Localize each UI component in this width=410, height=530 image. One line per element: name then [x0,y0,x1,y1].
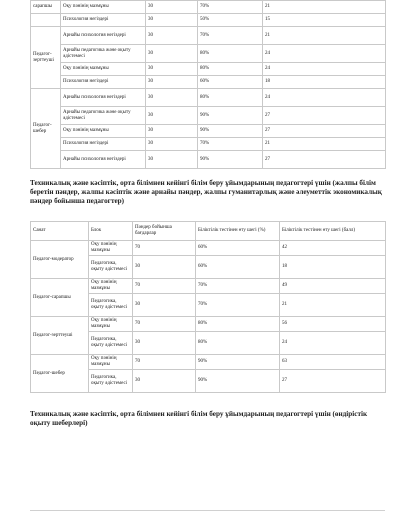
block-cell: Арнайы психология негіздері [61,27,146,45]
category-cell: Педагог-модератор [31,241,89,279]
points-cell: 18 [280,256,386,279]
block-cell: Психология негіздері [61,138,146,151]
column-header: Пәндер бойынша бағдарлар [133,222,196,241]
table-row [31,107,386,125]
percent-cell: 80% [198,45,263,63]
points-cell: 24 [263,45,386,63]
percent-cell: 70% [198,27,263,45]
percent-cell: 60% [196,241,280,256]
percent-cell: 50% [198,14,263,27]
table-row [31,241,386,256]
questions-cell: 30 [133,256,196,279]
column-header: Біліктілік тестінен өту шегі (%) [196,222,280,241]
questions-cell: 70 [133,241,196,256]
category-cell: Педагог-шебер [31,89,61,169]
section-heading: Техникалық және кәсіптік, орта білімнен кейінгі білім беру ұйымдарының педагогтері үшін (жалпы білім беретін пәндер, жалпы кәсіптік және арнайы пәндер, жалпы гуманитарлық және әлеуметтік экономикалық пәндер бойынша педагогтер) [30,179,382,205]
points-cell: 21 [263,1,386,14]
percent-cell: 90% [198,107,263,125]
points-cell: 27 [280,370,386,393]
points-cell: 49 [280,279,386,294]
questions-cell: 30 [146,151,198,169]
questions-cell: 30 [146,125,198,138]
table-row [31,89,386,107]
questions-cell: 30 [146,107,198,125]
category-cell [31,14,61,27]
percent-cell: 70% [196,279,280,294]
column-header: Біліктілік тестінен өту шегі (балл) [280,222,386,241]
points-cell: 27 [263,107,386,125]
table-row [31,45,386,63]
section-heading: Техникалық және кәсіптік, орта білімнен кейінгі білім беру ұйымдарының педагогтері үшін (өндірістік оқыту шеберлері) [30,410,368,427]
questions-cell: 30 [146,76,198,89]
percent-cell: 90% [196,370,280,393]
column-header: Санат [31,222,89,241]
questions-cell: 30 [146,63,198,76]
table-row [31,138,386,151]
block-cell: Оқу пәнінің мазмұны [61,63,146,76]
block-cell: Оқу пәнінің мазмұны [89,355,133,370]
column-header: Блок [89,222,133,241]
block-cell: Арнайы психология негіздері [61,151,146,169]
questions-cell: 30 [133,294,196,317]
table-row [31,125,386,138]
document-page [30,0,385,428]
questions-cell: 30 [146,27,198,45]
qualification-table-special [30,0,386,169]
questions-cell: 30 [146,45,198,63]
questions-cell: 30 [146,14,198,27]
points-cell: 24 [263,63,386,76]
questions-cell: 70 [133,279,196,294]
percent-cell: 90% [196,355,280,370]
block-cell: Оқу пәнінің мазмұны [89,279,133,294]
questions-cell: 30 [146,89,198,107]
percent-cell: 70% [198,1,263,14]
points-cell: 42 [280,241,386,256]
block-cell: Оқу пәнінің мазмұны [61,1,146,14]
table-row [31,317,386,332]
questions-cell: 70 [133,317,196,332]
percent-cell: 90% [198,125,263,138]
block-cell: Педагогика, оқыту әдістемесі [89,332,133,355]
percent-cell: 60% [196,256,280,279]
block-cell: Психология негіздері [61,76,146,89]
points-cell: 27 [263,125,386,138]
divider [30,510,385,511]
percent-cell: 90% [198,151,263,169]
table-row [31,27,386,45]
table-row [31,76,386,89]
block-cell: Педагогика, оқыту әдістемесі [89,294,133,317]
percent-cell: 70% [196,294,280,317]
category-cell: Педагог-зерттеуші [31,317,89,355]
questions-cell: 30 [146,138,198,151]
table-row [31,355,386,370]
block-cell: Арнайы психология негіздері [61,89,146,107]
percent-cell: 80% [196,317,280,332]
points-cell: 18 [263,76,386,89]
block-cell: Оқу пәнінің мазмұны [89,317,133,332]
questions-cell: 70 [133,355,196,370]
points-cell: 21 [263,27,386,45]
points-cell: 24 [280,332,386,355]
percent-cell: 80% [198,63,263,76]
percent-cell: 60% [198,76,263,89]
block-cell: Оқу пәнінің мазмұны [89,241,133,256]
block-cell: Педагогика, оқыту әдістемесі [89,370,133,393]
table-row [31,63,386,76]
table-row [31,279,386,294]
table-header-row [31,222,386,241]
block-cell: Арнайы педагогика және оқыту әдістемесі [61,45,146,63]
points-cell: 63 [280,355,386,370]
percent-cell: 70% [198,138,263,151]
category-cell: Педагог-шебер [31,355,89,393]
questions-cell: 30 [133,370,196,393]
table-row [31,14,386,27]
category-cell: сарапшы [31,1,61,14]
points-cell: 21 [280,294,386,317]
block-cell: Оқу пәнінің мазмұны [61,125,146,138]
points-cell: 24 [263,89,386,107]
category-cell: Педагог-сарапшы [31,279,89,317]
block-cell: Арнайы педагогика және оқыту әдістемесі [61,107,146,125]
category-cell: Педагог-зерттеуші [31,27,61,89]
table-row [31,151,386,169]
points-cell: 27 [263,151,386,169]
questions-cell: 30 [133,332,196,355]
block-cell: Педагогика, оқыту әдістемесі [89,256,133,279]
points-cell: 21 [263,138,386,151]
qualification-table-general [30,221,386,393]
points-cell: 15 [263,14,386,27]
percent-cell: 80% [196,332,280,355]
points-cell: 56 [280,317,386,332]
table-row [31,1,386,14]
questions-cell: 30 [146,1,198,14]
percent-cell: 80% [198,89,263,107]
block-cell: Психология негіздері [61,14,146,27]
